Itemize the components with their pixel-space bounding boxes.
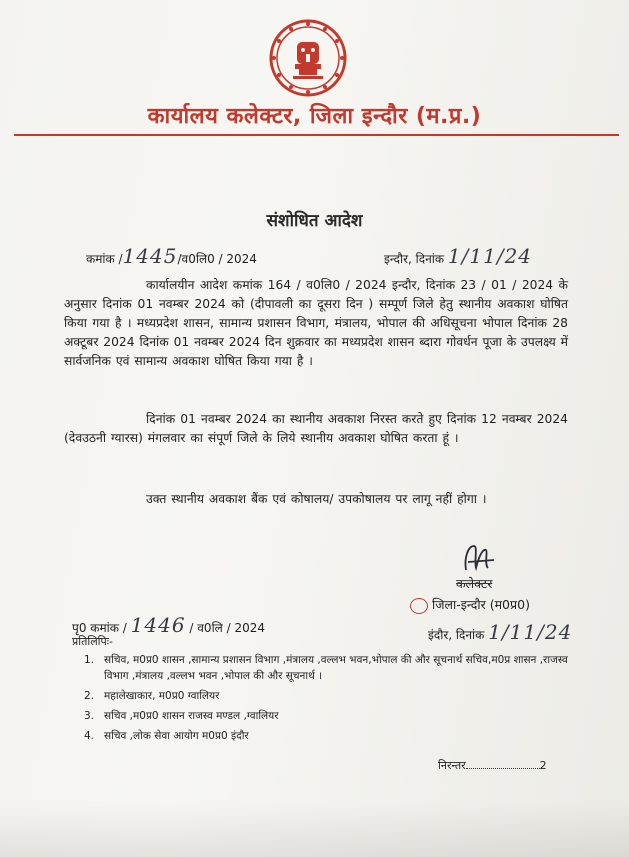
signatory-designation: कलेक्टर bbox=[456, 576, 493, 591]
paragraph-3: उक्त स्थानीय अवकाश बैंक एवं कोषालय/ उपकोषालय पर लागू नहीं होगा । bbox=[146, 492, 487, 506]
seal-icon bbox=[410, 598, 428, 614]
signatory-district: जिला-इन्दौर (म0प्र0) bbox=[410, 596, 530, 614]
order-date-value: 1/11/24 bbox=[447, 244, 533, 268]
office-title: कार्यालय कलेक्टर, जिला इन्दौर (म.प्र.) bbox=[147, 104, 482, 129]
title-divider bbox=[14, 134, 619, 136]
order-date-prefix: इन्दौर, दिनांक bbox=[384, 252, 445, 266]
copy-ref-prefix: पृ0 कमांक / bbox=[72, 621, 127, 635]
signature-date-value: 1/11/24 bbox=[488, 620, 573, 644]
dotted-leader bbox=[466, 768, 540, 769]
copy-label: प्रतिलिपिः- bbox=[72, 635, 113, 648]
list-item: 2. महालेखाकार, म0प्र0 ग्वालियर bbox=[84, 690, 220, 702]
order-ref-prefix: कमांक / bbox=[86, 252, 123, 266]
order-ref-suffix: /व0लि0 / 2024 bbox=[177, 252, 257, 266]
copy-ref-suffix: / व0लि / 2024 bbox=[189, 621, 266, 635]
paragraph-2: दिनांक 01 नवम्बर 2024 का स्थानीय अवकाश निरस्त करते हुए दिनांक 12 नवम्बर 2024 (देवउठनी ग्यारस) मंगलवार का संपूर्ण जिले के लिये स्थानीय अवकाश घोषित करता हूं । bbox=[64, 412, 568, 445]
order-date bbox=[384, 244, 532, 268]
order-ref-number: 1445 bbox=[122, 244, 178, 268]
page-shadow bbox=[0, 800, 629, 857]
signature-mark bbox=[458, 540, 502, 576]
continued-label: निरन्तर bbox=[438, 759, 466, 772]
signature-date-prefix: इंदौर, दिनांक bbox=[428, 628, 485, 642]
signature-date bbox=[428, 620, 572, 644]
copy-ref-number: 1446 bbox=[130, 613, 186, 637]
state-emblem-icon bbox=[268, 18, 348, 98]
list-item: 4. सचिव ,लोक सेवा आयोग म0प्र0 इंदौर bbox=[84, 730, 249, 742]
order-reference bbox=[86, 244, 257, 268]
order-title: संशोधित आदेश bbox=[266, 211, 363, 231]
list-item: 1. सचिव, म0प्र0 शासन ,सामान्य प्रशासन विभाग ,मंत्रालय ,वल्लभ भवन,भोपाल की और सूचनार्थ सचिव,म0प्र शासन ,राजस्व विभाग ,मंत्रालय ,वल्लभ भवन ,भोपाल की और सूचनार्थ । bbox=[84, 654, 568, 682]
paragraph-1: कार्यालयीन आदेश कमांक 164 / व0लि0 / 2024 इन्दौर, दिनांक 23 / 01 / 2024 के अनुसार दिनांक 01 नवम्बर 2024 को (दीपावली का दूसरा दिन ) सम्पूर्ण जिले हेतु स्थानीय अवकाश घोषित किया गया है । मध्यप्रदेश शासन, सामान्य प्रशासन विभाग, मंत्रालय, भोपाल की अधिसूचना भोपाल दिनांक 28 अक्टूबर 2024 दिनांक 01 नवम्बर 2024 दिन शुक्रवार का मध्यप्रदेश शासन ब्दारा गोवर्धन पूजा के उपलक्ष्य में सार्वजनिक एवं सामान्य अवकाश घोषित किया गया है । bbox=[64, 278, 568, 368]
list-item: 3. सचिव ,म0प्र0 शासन राजस्व मण्डल ,ग्वालियर bbox=[84, 710, 279, 722]
copy-recipient-list bbox=[84, 652, 584, 748]
continued-marker bbox=[438, 758, 547, 773]
page-number: 2 bbox=[539, 759, 547, 772]
